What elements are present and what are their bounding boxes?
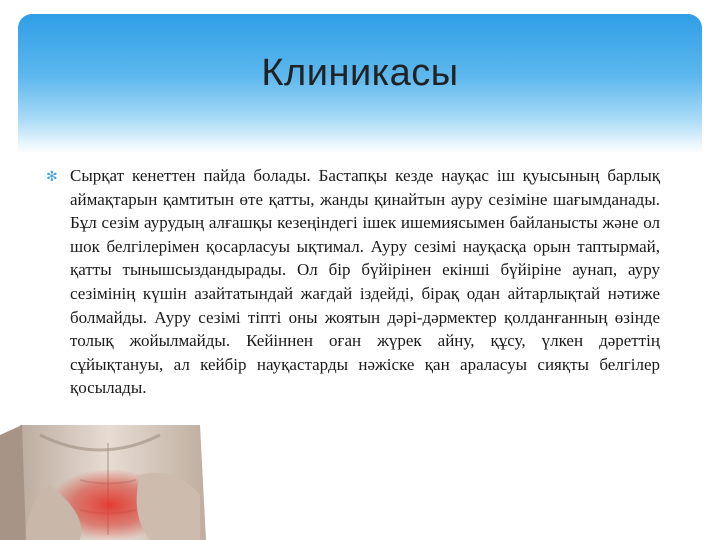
abdominal-pain-photo bbox=[0, 425, 216, 540]
bullet-paragraph: Сырқат кенеттен пайда болады. Бастапқы кезде науқас іш қуысының барлық аймақтарын қамтитын өте қатты, жанды қинайтын ауру сезіміне шағымданады. Бұл сезім аурудың алғашқы кезеңіндегі ішек ишемиясымен байланысты және ол шок белгілерімен қосарласуы ықтимал. Ауру сезімі науқасқа орын таптырмай, қатты тынышсыздандырады. Ол бір бүйірінен екінші бүйіріне аунап, ауру сезімінің күшін азайтатындай жағдай іздейді, бірақ одан айтарлықтай нәтиже болмайды. Ауру сезімі тіпті оны жоятын дәрі-дәрмектер қолданғанның өзінде толық жойылмайды. Кейіннен оған жүрек айну, құсу, үлкен дәреттің сұйықтануы, ал кейбір науқастарды нәжіске қан араласуы сияқты белгілер қосылады. bbox=[70, 166, 660, 398]
slide-title: Клиникасы bbox=[261, 52, 459, 94]
snowflake-bullet-icon: ✻ bbox=[46, 169, 58, 185]
